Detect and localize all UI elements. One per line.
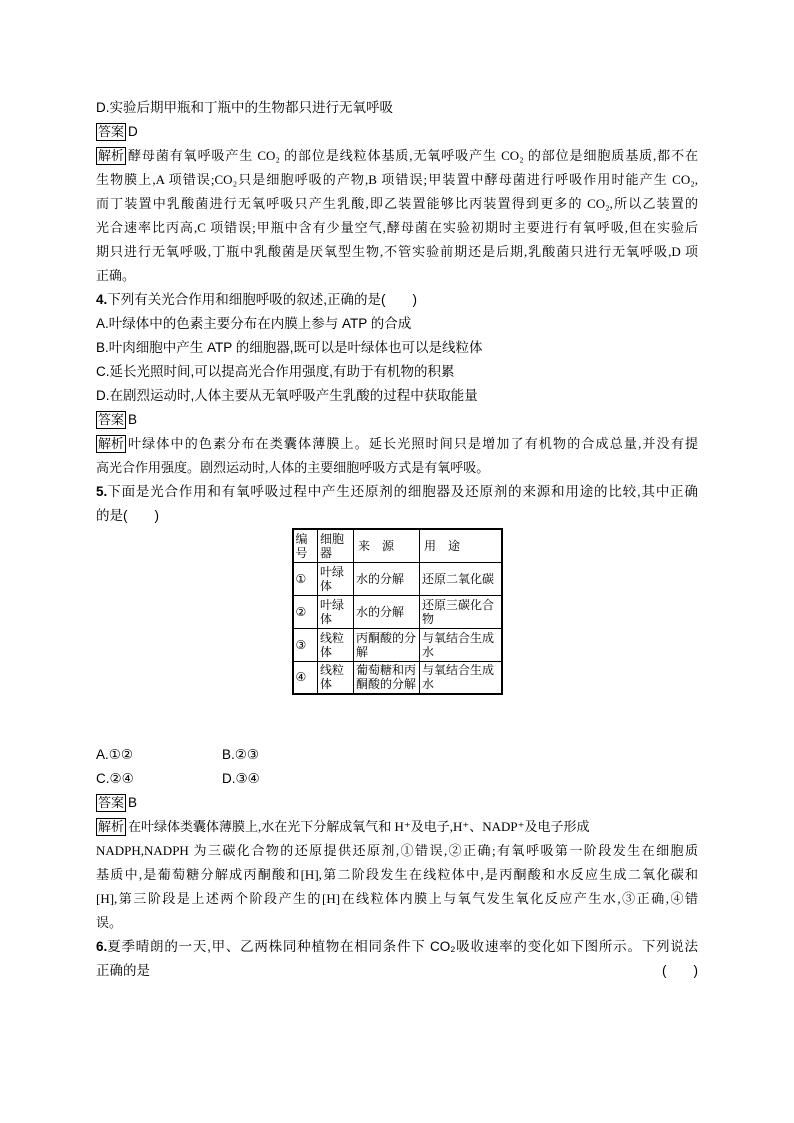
q5-options-row-1 bbox=[96, 743, 698, 767]
table-cell: ④ bbox=[293, 661, 318, 694]
analysis-text: 基质中,是葡萄糖分解成丙酮酸和[H],第二阶段发生在线粒体中,是丙酮酸和水反应生成二氧化碳和 bbox=[96, 867, 698, 882]
analysis-text: NADPH,NADPH 为三碳化合物的还原提供还原剂,①错误,②正确;有氧呼吸第一阶段发生在细胞质 bbox=[96, 843, 698, 858]
analysis-label: 解析 bbox=[98, 148, 125, 163]
answer-label: 答案 bbox=[98, 124, 125, 139]
q5-option-a: A.①② bbox=[96, 747, 133, 762]
table-header-number: 编号 bbox=[293, 529, 318, 562]
answer-blank: ( ) bbox=[662, 963, 698, 978]
answer-value: B bbox=[128, 795, 138, 810]
analysis-text: 光合速率比丙高,C 项错误;甲瓶中含有少量空气,酵母菌在实验初期时主要进行有氧呼吸,但在实验后 bbox=[96, 220, 698, 235]
question-text: 的是( ) bbox=[96, 508, 159, 523]
document-page bbox=[96, 96, 698, 983]
q3-analysis-line bbox=[96, 144, 698, 168]
question-text: 下面是光合作用和有氧呼吸过程中产生还原剂的细胞器及还原剂的来源和用途的比较,其中正确 bbox=[107, 484, 698, 499]
q4-option-a: A.叶绿体中的色素主要分布在内膜上参与 ATP 的合成 bbox=[96, 316, 412, 331]
answer-value: D bbox=[128, 124, 138, 139]
analysis-text: 生物膜上,A 项错误;CO₂只是细胞呼吸的产物,B 项错误;甲装置中酵母菌进行呼吸作用时能产生 CO₂, bbox=[96, 172, 698, 187]
analysis-text: 叶绿体中的色素分布在类囊体薄膜上。延长光照时间只是增加了有机物的合成总量,并没有提 bbox=[128, 436, 698, 451]
table-header-source: 来 源 bbox=[354, 529, 420, 562]
table-cell: 与氧结合生成水 bbox=[420, 628, 502, 661]
q5-answer-line bbox=[96, 791, 698, 815]
table-cell: 与氧结合生成水 bbox=[420, 661, 502, 694]
answer-value: B bbox=[128, 412, 138, 427]
comparison-table-wrap bbox=[96, 528, 698, 743]
table-cell: 水的分解 bbox=[354, 595, 420, 628]
table-header-organelle: 细胞器 bbox=[318, 529, 354, 562]
q4-option-b: B.叶肉细胞中产生 ATP 的细胞器,既可以是叶绿体也可以是线粒体 bbox=[96, 340, 483, 355]
answer-label: 答案 bbox=[98, 795, 125, 810]
q5-option-c: C.②④ bbox=[96, 771, 134, 786]
table-cell: 叶绿体 bbox=[318, 595, 354, 628]
table-cell: ② bbox=[293, 595, 318, 628]
q5-option-d: D.③④ bbox=[222, 771, 260, 786]
table-row bbox=[293, 562, 502, 595]
table-cell: 葡萄糖和丙酮酸的分解 bbox=[354, 661, 420, 694]
q4-option-c: C.延长光照时间,可以提高光合作用强度,有助于有机物的积累 bbox=[96, 364, 455, 379]
q5-option-b: B.②③ bbox=[222, 747, 259, 762]
q5-analysis-line bbox=[96, 815, 698, 839]
question-number: 4. bbox=[96, 292, 108, 307]
table-row bbox=[293, 595, 502, 628]
q4-analysis-line bbox=[96, 432, 698, 456]
q5-options-row-2 bbox=[96, 767, 698, 791]
table-cell: 丙酮酸的分解 bbox=[354, 628, 420, 661]
question-text: 下列有关光合作用和细胞呼吸的叙述,正确的是( ) bbox=[107, 292, 418, 307]
q4-answer-line bbox=[96, 408, 698, 432]
q4-stem bbox=[96, 288, 698, 312]
q6-stem-end bbox=[96, 959, 698, 983]
q4-option-d: D.在剧烈运动时,人体主要从无氧呼吸产生乳酸的过程中获取能量 bbox=[96, 388, 478, 403]
table-cell: 还原三碳化合物 bbox=[420, 595, 502, 628]
table-cell: 叶绿体 bbox=[318, 562, 354, 595]
analysis-text: 高光合作用强度。剧烈运动时,人体的主要细胞呼吸方式是有氧呼吸。 bbox=[96, 460, 490, 475]
analysis-label: 解析 bbox=[98, 819, 125, 834]
table-cell: ③ bbox=[293, 628, 318, 661]
analysis-text: 而丁装置中乳酸菌进行无氧呼吸只产生乳酸,即乙装置能够比丙装置得到更多的 CO₂,所以乙装置的 bbox=[96, 196, 698, 211]
table-row bbox=[293, 628, 502, 661]
comparison-table bbox=[292, 528, 503, 695]
table-header-row bbox=[293, 529, 502, 562]
analysis-label: 解析 bbox=[98, 436, 125, 451]
table-cell: ① bbox=[293, 562, 318, 595]
q5-stem bbox=[96, 480, 698, 504]
question-number: 5. bbox=[96, 484, 108, 499]
analysis-text: 期只进行无氧呼吸,丁瓶中乳酸菌是厌氧型生物,不管实验前期还是后期,乳酸菌只进行无氧呼吸,D 项 bbox=[96, 244, 698, 259]
table-row bbox=[293, 661, 502, 694]
table-header-use: 用 途 bbox=[420, 529, 502, 562]
analysis-text: 正确。 bbox=[96, 268, 136, 283]
table-cell: 线粒体 bbox=[318, 661, 354, 694]
table-cell: 水的分解 bbox=[354, 562, 420, 595]
analysis-text: 在叶绿体类囊体薄膜上,水在光下分解成氧气和 H⁺及电子,H⁺、NADP⁺及电子形成 bbox=[128, 819, 590, 834]
table-cell: 线粒体 bbox=[318, 628, 354, 661]
analysis-text: [H],第三阶段是上述两个阶段产生的[H]在线粒体内膜上与氧气发生氧化反应产生水,③正确,④错 bbox=[96, 891, 698, 906]
question-number: 6. bbox=[96, 939, 108, 954]
q6-stem bbox=[96, 935, 698, 959]
question-text: 夏季晴朗的一天,甲、乙两株同种植物在相同条件下 CO₂吸收速率的变化如下图所示。下列说法 bbox=[107, 939, 698, 954]
analysis-text: 误。 bbox=[96, 915, 123, 930]
table-cell: 还原二氧化碳 bbox=[420, 562, 502, 595]
question-text: 正确的是 bbox=[96, 963, 150, 978]
q3-answer-line bbox=[96, 120, 698, 144]
analysis-text: 酵母菌有氧呼吸产生 CO₂ 的部位是线粒体基质,无氧呼吸产生 CO₂ 的部位是细胞质基质,都不在 bbox=[128, 148, 698, 163]
q3-option-d: D.实验后期甲瓶和丁瓶中的生物都只进行无氧呼吸 bbox=[96, 100, 393, 115]
answer-label: 答案 bbox=[98, 412, 125, 427]
